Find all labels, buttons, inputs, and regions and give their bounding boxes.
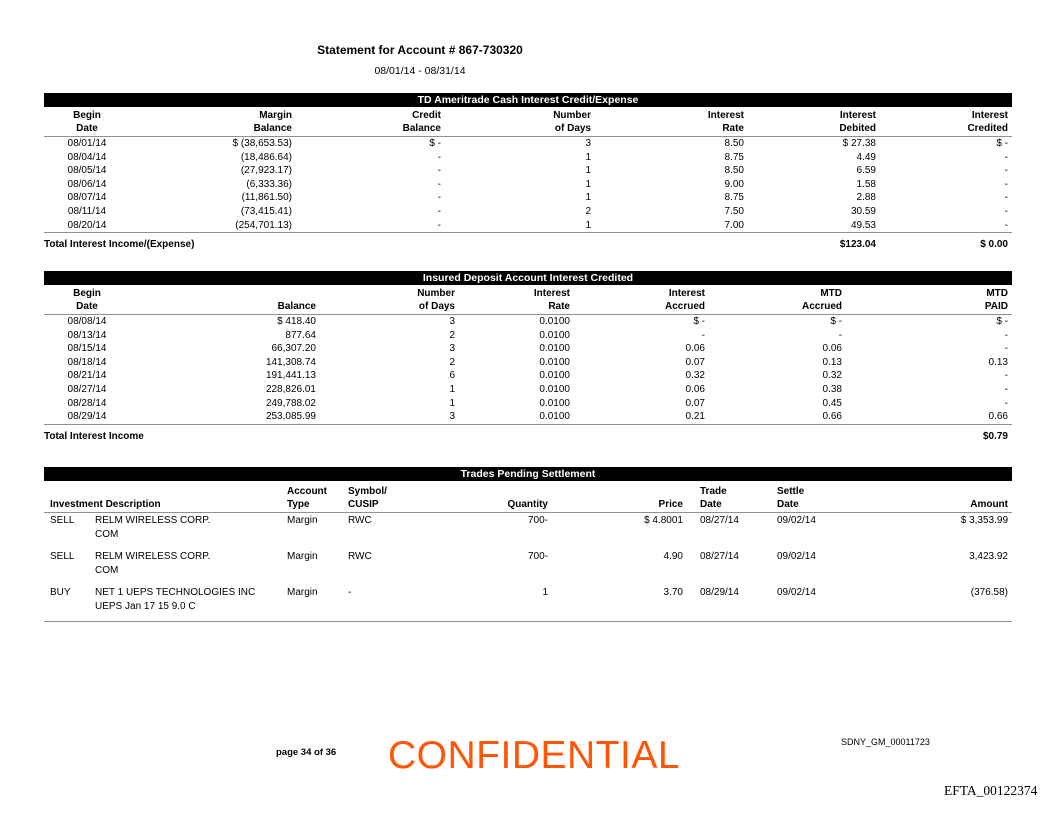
cell: 0.07: [685, 397, 705, 409]
cell: 2: [449, 329, 455, 341]
cell: (11,861.50): [241, 192, 292, 204]
column-header-line1: Margin: [259, 110, 292, 121]
cell: $ -: [830, 316, 842, 327]
column-header: [595, 108, 748, 137]
header-row: [44, 482, 1012, 513]
column-header-line2: Accrued: [801, 301, 842, 312]
cell: 700-: [527, 551, 548, 562]
cell: (27,923.17): [240, 165, 292, 177]
trade-row: [44, 513, 1012, 550]
cell: 08/27/14: [700, 515, 739, 526]
table-row: [44, 178, 1012, 192]
cell: 3,423.92: [969, 551, 1008, 562]
cell: 0.06: [685, 343, 705, 355]
column-header: [287, 482, 348, 513]
column-header-line2: Balance: [402, 123, 441, 134]
cell: -: [437, 205, 441, 217]
column-header: [687, 482, 773, 513]
cell: 0.06: [822, 343, 842, 355]
column-header-line1: Price: [658, 499, 683, 510]
cell: $ -: [429, 138, 441, 149]
cell: 0.13: [988, 356, 1008, 368]
statement-title: Statement for Account # 867-730320: [317, 43, 523, 57]
cell: -: [1004, 205, 1008, 217]
cell: 0.0100: [459, 410, 574, 424]
cell: -: [437, 151, 441, 163]
cell: -: [701, 329, 705, 341]
trades-table-mount: [44, 482, 1012, 622]
page-number: page 34 of 36: [276, 747, 337, 758]
cell: 0.0100: [539, 370, 570, 382]
column-header-line2: Rate: [548, 301, 570, 312]
cell: 09/02/14: [777, 515, 816, 526]
table-row: [44, 397, 1012, 411]
cell: 6.59: [856, 165, 876, 177]
trade-side-cell: SELL: [50, 551, 75, 562]
statement-date-range: 08/01/14 - 08/31/14: [374, 65, 466, 77]
cell: 08/07/14: [67, 192, 107, 204]
cell: -: [1004, 397, 1008, 409]
table-row: [44, 342, 1012, 356]
cell: 7.00: [595, 219, 748, 233]
cell: 08/13/14: [67, 329, 107, 341]
column-header-line1: Quantity: [507, 499, 548, 510]
cell: 08/20/14: [44, 219, 130, 233]
column-header-line1: Account: [287, 486, 327, 497]
cell: 08/29/14: [687, 585, 773, 622]
table-row: [44, 369, 1012, 383]
column-header-line1: Interest: [839, 110, 876, 121]
cell: -: [1004, 370, 1008, 382]
cell: 2.88: [856, 192, 876, 204]
confidential-stamp: CONFIDENTIAL: [388, 734, 681, 777]
cell: (6,333.36): [246, 178, 292, 190]
column-header: [320, 286, 459, 315]
column-header-line1: Interest: [707, 110, 744, 121]
bates-number: EFTA_00122374: [944, 783, 1038, 798]
insured-deposit-section: [44, 271, 1012, 443]
trade-description-line1: NET 1 UEPS TECHNOLOGIES INC: [95, 587, 256, 598]
cell: $ 4.8001: [644, 515, 683, 526]
column-header: [44, 108, 130, 137]
cell: 08/04/14: [67, 151, 107, 163]
cell: 3: [449, 316, 455, 327]
cell: -: [880, 219, 1012, 233]
column-header-line1: Begin: [73, 110, 101, 121]
trade-description-cell: [95, 549, 287, 585]
cell: 228,826.01: [265, 383, 316, 395]
trade-description-cell: [95, 585, 287, 622]
cell: 0.0100: [539, 316, 570, 327]
column-header-line1: Symbol/: [348, 486, 387, 497]
column-header-line1: Interest: [533, 288, 570, 299]
column-header-line2: CUSIP: [348, 499, 379, 510]
cell: 0.0100: [539, 329, 570, 341]
cash-interest-table-mount: [44, 108, 1012, 252]
cell: 141,308.74: [265, 356, 316, 368]
column-header: [130, 286, 320, 315]
cell: 7.50: [724, 205, 744, 217]
column-header-line2: Date: [777, 499, 799, 510]
total-cell: Total Interest Income/(Expense): [44, 239, 195, 251]
cell: (376.58): [869, 585, 1012, 622]
trades-pending-section: [44, 467, 1012, 622]
cell: 1: [449, 397, 455, 409]
cell: -: [437, 192, 441, 204]
trade-side-cell: SELL: [50, 515, 75, 526]
column-header-line1: MTD: [820, 288, 842, 299]
cell: 8.50: [724, 165, 744, 177]
cell: $ -: [996, 138, 1008, 149]
trade-side-cell: BUY: [44, 585, 95, 622]
cell: 1: [585, 192, 591, 204]
cell: 08/01/14: [67, 138, 107, 149]
cell: 08/11/14: [67, 205, 107, 217]
trade-description-line1: RELM WIRELESS CORP.: [95, 515, 211, 526]
trade-description-line2: COM: [95, 564, 119, 576]
cell: 1: [585, 165, 591, 177]
column-header: [348, 482, 408, 513]
cell: 66,307.20: [271, 343, 316, 355]
column-header: [709, 286, 846, 315]
cell: 0.13: [822, 356, 842, 368]
trade-description-line2: UEPS Jan 17 15 9.0 C: [95, 600, 196, 612]
cell: 4.49: [856, 151, 876, 163]
cell: -: [437, 165, 441, 177]
cell: 191,441.13: [265, 370, 316, 382]
column-header: [574, 286, 709, 315]
cell: -: [1004, 383, 1008, 395]
cell: 2: [585, 205, 591, 217]
column-header-line1: Number: [417, 288, 455, 299]
cell: 30.59: [850, 205, 876, 217]
cell: $ -: [996, 316, 1008, 327]
column-header-line2: of Days: [418, 301, 455, 312]
total-cell: $ 0.00: [980, 239, 1008, 251]
column-header-line1: Trade: [700, 486, 727, 497]
column-header-line1: Interest: [668, 288, 705, 299]
cell: 8.50: [724, 138, 744, 149]
cell: 0.0100: [539, 343, 570, 355]
cell: $ 3,353.99: [960, 515, 1008, 526]
cell: 0.66: [846, 410, 1012, 424]
cell: -: [1004, 178, 1008, 190]
cell: 0.21: [574, 410, 709, 424]
cell: (73,415.41): [240, 205, 292, 217]
column-header-line1: Settle: [777, 486, 805, 497]
column-header-line2: Debited: [839, 123, 876, 134]
cell: 3: [585, 138, 591, 149]
cell: 08/27/14: [700, 551, 739, 562]
table-row: [44, 151, 1012, 165]
cell: -: [1004, 192, 1008, 204]
column-header: [408, 482, 552, 513]
production-number: SDNY_GM_00011723: [841, 737, 930, 747]
column-header-line2: Date: [76, 123, 98, 134]
trades-table: [44, 482, 1012, 622]
cell: -: [348, 585, 408, 622]
trades-pending-section-header: Trades Pending Settlement: [44, 467, 1012, 481]
total-row: [44, 233, 1012, 252]
trade-description-line2: COM: [95, 528, 119, 540]
cell: 0.32: [685, 370, 705, 382]
cell: 249,788.02: [265, 397, 316, 409]
total-cell: Total Interest Income: [44, 430, 144, 442]
cell: -: [1004, 165, 1008, 177]
cell: 08/06/14: [67, 178, 107, 190]
cell: 8.75: [724, 192, 744, 204]
cell: 08/18/14: [67, 356, 107, 368]
insured-deposit-section-header: Insured Deposit Account Interest Credited: [44, 271, 1012, 285]
cell: 09/02/14: [773, 585, 869, 622]
cell: -: [838, 329, 842, 341]
cell: 08/15/14: [67, 343, 107, 355]
cash-interest-section: [44, 93, 1012, 252]
cell: Margin: [287, 585, 348, 622]
cell: 2: [449, 356, 455, 368]
column-header: [748, 108, 880, 137]
cell: 3: [320, 410, 459, 424]
column-header-line1: Amount: [970, 499, 1008, 510]
column-header: [880, 108, 1012, 137]
header-row: [44, 108, 1012, 137]
cell: 1: [449, 383, 455, 395]
cell: 4.90: [663, 551, 683, 562]
cell: -: [437, 178, 441, 190]
cell: 1: [445, 219, 595, 233]
cell: 1: [585, 178, 591, 190]
cell: Margin: [287, 515, 318, 526]
cell: RWC: [348, 551, 372, 562]
column-header-line2: Credited: [967, 123, 1008, 134]
table-row: [44, 410, 1012, 424]
cell: $ (38,653.53): [232, 138, 292, 149]
cell: 08/27/14: [67, 383, 107, 395]
data-table: [44, 108, 1012, 252]
column-header-line2: Date: [700, 499, 722, 510]
cell: 0.66: [709, 410, 846, 424]
column-header-line2: Accrued: [664, 301, 705, 312]
cell: 08/05/14: [67, 165, 107, 177]
total-cell: $123.04: [839, 239, 876, 251]
cell: 0.45: [822, 397, 842, 409]
cell: (18,486.64): [240, 151, 292, 163]
cell: 1: [585, 151, 591, 163]
cell: 0.0100: [539, 397, 570, 409]
cell: 0.06: [685, 383, 705, 395]
cell: 09/02/14: [777, 551, 816, 562]
table-row: [44, 219, 1012, 233]
column-header: [44, 286, 130, 315]
total-row: [44, 424, 1012, 443]
column-header-line2: Date: [76, 301, 98, 312]
cash-interest-section-header: TD Ameritrade Cash Interest Credit/Expense: [44, 93, 1012, 107]
column-header-line2: Rate: [722, 123, 744, 134]
table-row: [44, 164, 1012, 178]
cell: -: [1004, 343, 1008, 355]
cell: 253,085.99: [130, 410, 320, 424]
column-header-line2: Balance: [277, 301, 316, 312]
table-row: [44, 329, 1012, 343]
cell: 08/21/14: [67, 370, 107, 382]
cell: $ 27.38: [842, 138, 876, 149]
column-header: [459, 286, 574, 315]
cell: 0.38: [822, 383, 842, 395]
column-header-line1: Investment Description: [50, 499, 161, 510]
insured-deposit-table-mount: [44, 286, 1012, 443]
cell: (254,701.13): [130, 219, 296, 233]
header-row: [44, 286, 1012, 315]
column-header-line2: Type: [287, 499, 310, 510]
cell: 08/28/14: [67, 397, 107, 409]
cell: 3: [449, 343, 455, 355]
cell: 1: [408, 585, 552, 622]
cell: 0.0100: [539, 356, 570, 368]
column-header-line1: Begin: [73, 288, 101, 299]
column-header: [44, 482, 287, 513]
cell: 0.32: [822, 370, 842, 382]
cell: 0.07: [685, 356, 705, 368]
table-row: [44, 191, 1012, 205]
trade-row: [44, 549, 1012, 585]
data-table: [44, 286, 1012, 443]
table-row: [44, 383, 1012, 397]
cell: 08/29/14: [44, 410, 130, 424]
cell: 9.00: [724, 178, 744, 190]
cell: 8.75: [724, 151, 744, 163]
table-row: [44, 205, 1012, 219]
column-header: [296, 108, 445, 137]
column-header-line2: of Days: [554, 123, 591, 134]
column-header: [869, 482, 1012, 513]
cell: 08/08/14: [67, 316, 107, 327]
table-row: [44, 315, 1012, 329]
cell: 49.53: [748, 219, 880, 233]
column-header-line2: Balance: [253, 123, 292, 134]
trade-description-line1: RELM WIRELESS CORP.: [95, 551, 211, 562]
column-header: [552, 482, 687, 513]
column-header: [130, 108, 296, 137]
column-header-line1: Interest: [971, 110, 1008, 121]
cell: 3.70: [552, 585, 687, 622]
column-header-line1: Number: [553, 110, 591, 121]
trade-row: [44, 585, 1012, 622]
table-row: [44, 356, 1012, 370]
column-header: [773, 482, 869, 513]
column-header-line1: MTD: [986, 288, 1008, 299]
table-row: [44, 137, 1012, 151]
cell: 0.0100: [539, 383, 570, 395]
column-header-line1: Credit: [412, 110, 441, 121]
total-cell: $0.79: [982, 430, 1008, 442]
cell: $ 418.40: [277, 316, 316, 327]
cell: 6: [449, 370, 455, 382]
cell: $ -: [693, 316, 705, 327]
cell: 700-: [527, 515, 548, 526]
cell: -: [1004, 151, 1008, 163]
trade-description-cell: [95, 513, 287, 550]
cell: 877.64: [285, 329, 316, 341]
cell: 1.58: [856, 178, 876, 190]
cell: Margin: [287, 551, 318, 562]
cell: -: [296, 219, 445, 233]
cell: -: [1004, 329, 1008, 341]
cell: RWC: [348, 515, 372, 526]
column-header-line2: PAID: [984, 301, 1008, 312]
column-header: [846, 286, 1012, 315]
column-header: [445, 108, 595, 137]
